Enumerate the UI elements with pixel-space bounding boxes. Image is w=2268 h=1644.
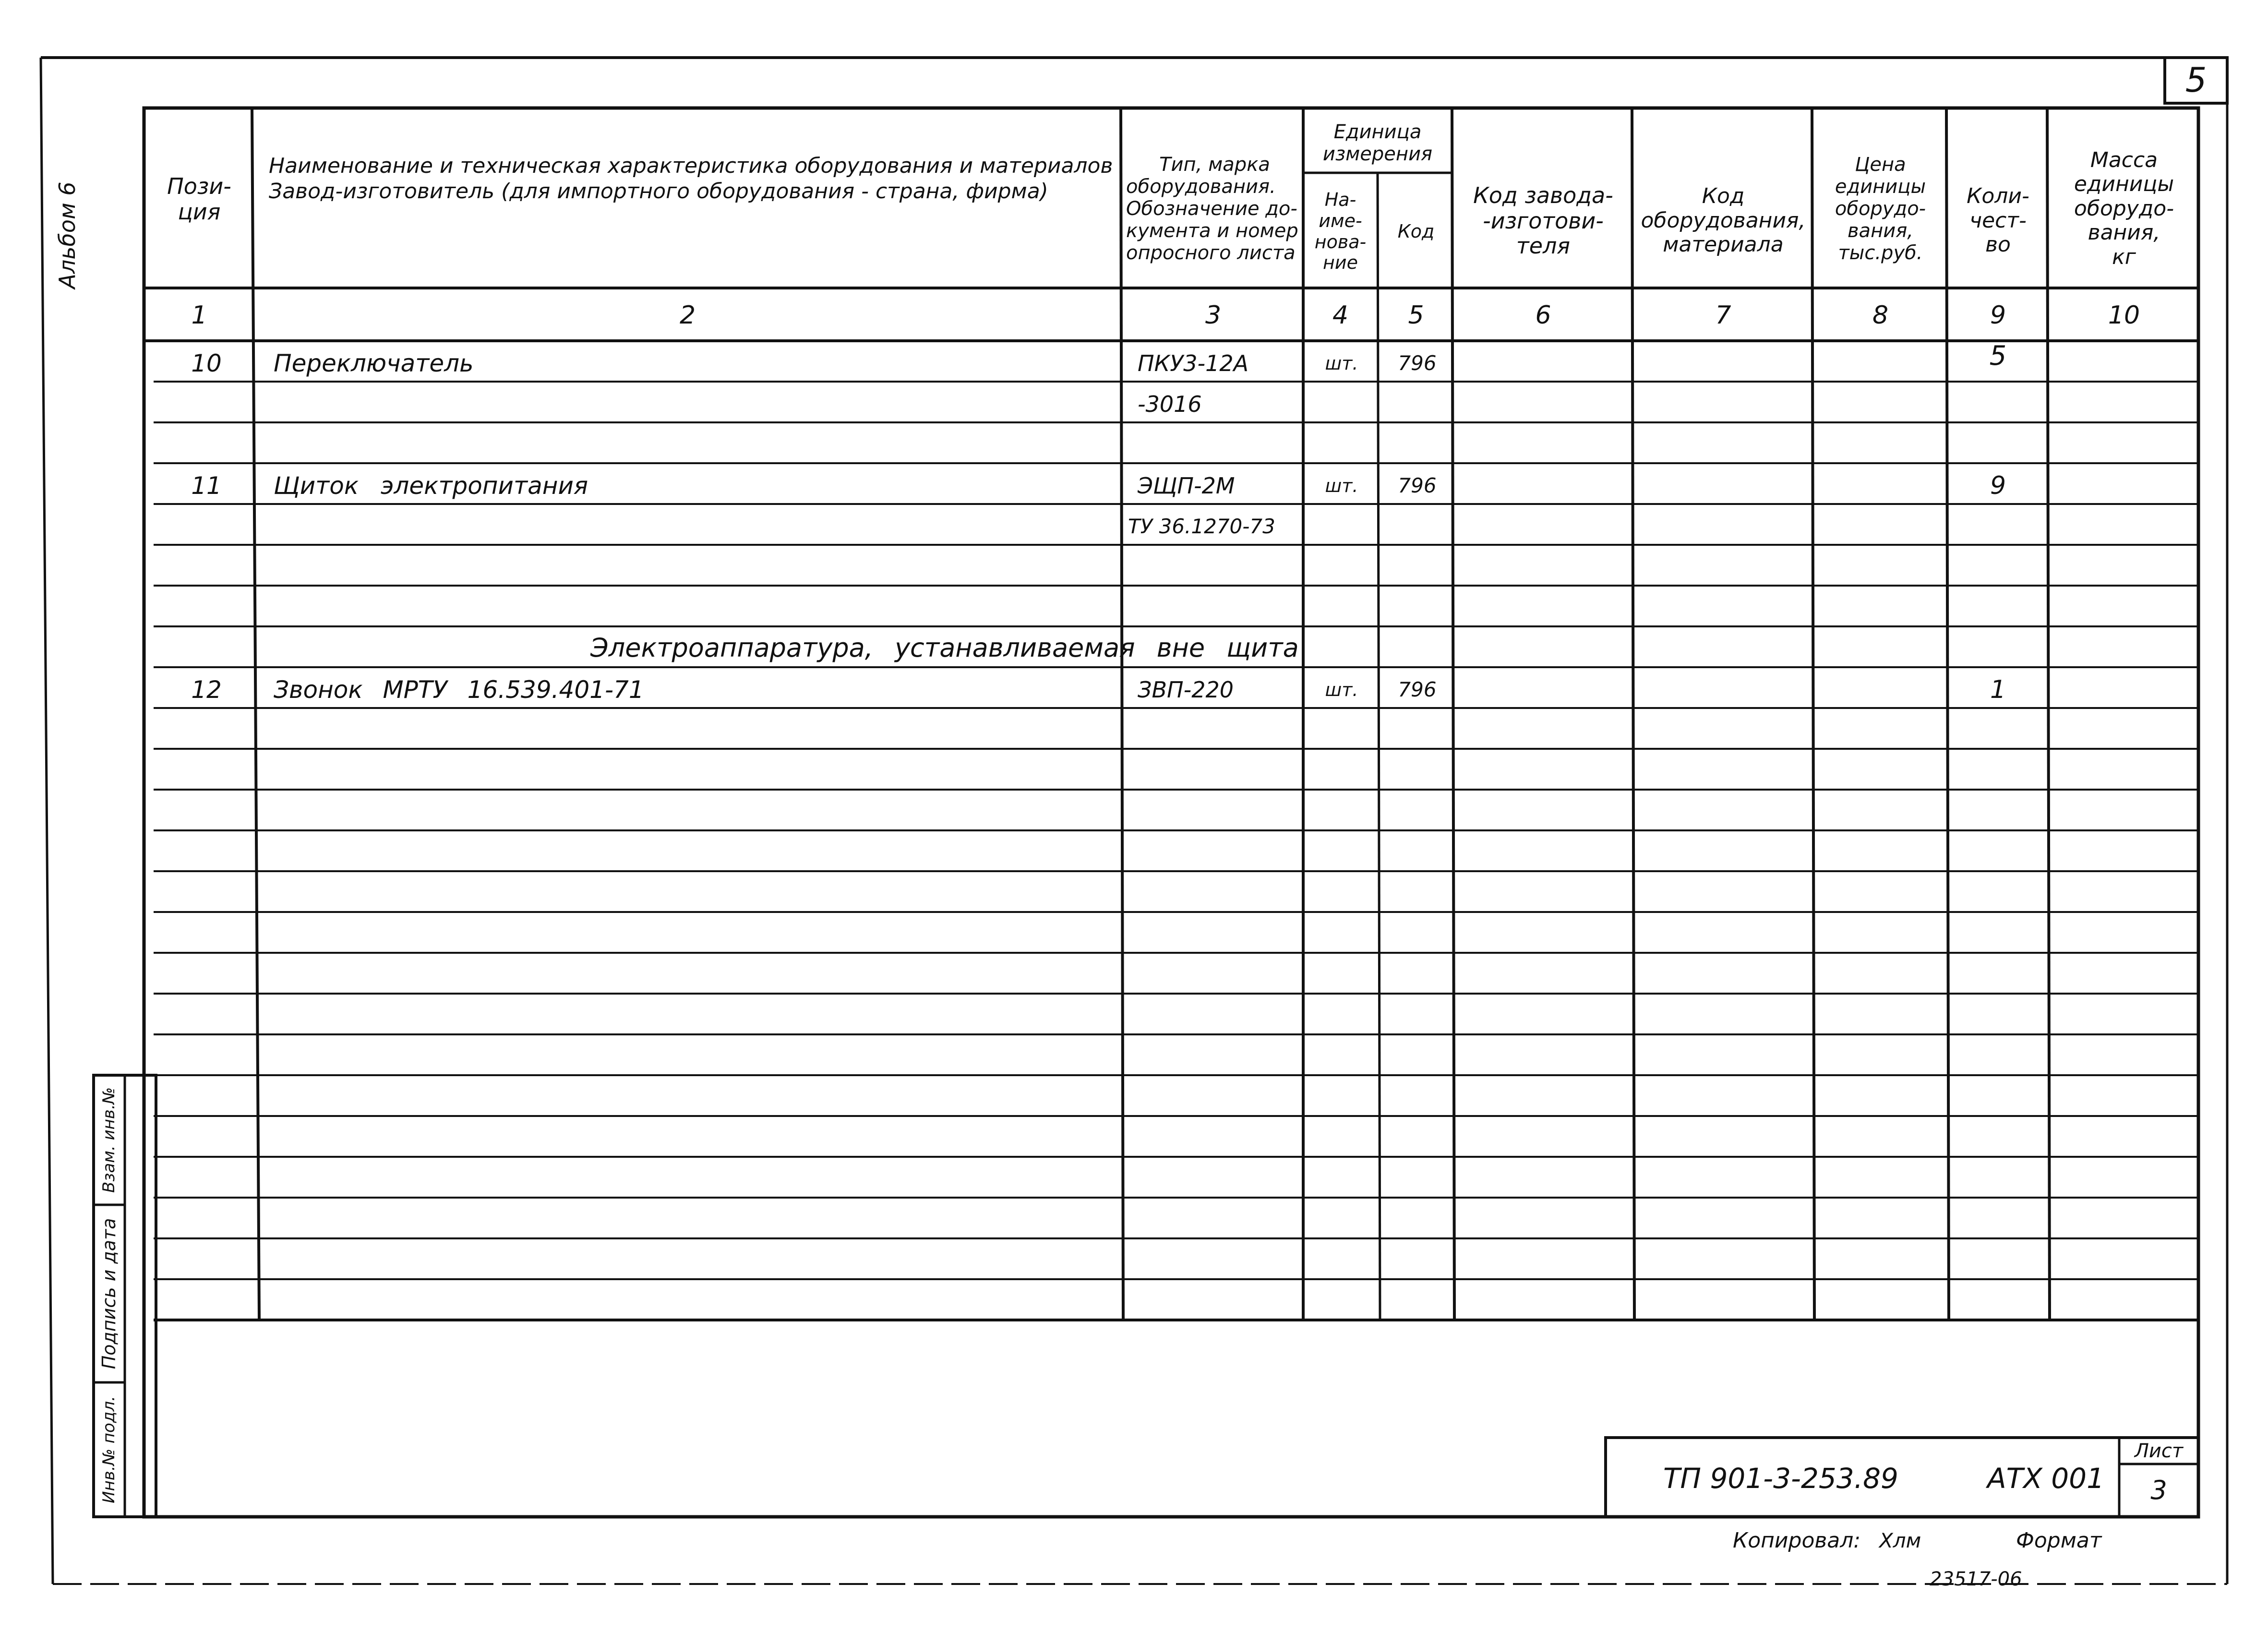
row-position: 12 — [191, 675, 222, 704]
section-title: Электроаппаратура, устанавливаемая вне щита — [590, 632, 1299, 663]
row-name: Щиток электропитания — [274, 471, 588, 500]
stamp-inventory-original: Инв.№ подл. — [99, 1396, 119, 1503]
row-type: -3016 — [1138, 391, 1202, 418]
sheet-number: 3 — [2150, 1475, 2167, 1505]
sheet-code: АТХ 001 — [1987, 1462, 2104, 1495]
copied-by-signature: Хлм — [1879, 1528, 1921, 1552]
row-type: ЭЩП-2М — [1138, 473, 1235, 499]
row-unit: шт. — [1325, 352, 1358, 374]
row-unit: шт. — [1325, 475, 1358, 496]
header-mass: Масса единицы оборудо- вания, кг — [2074, 147, 2174, 269]
column-number: 5 — [1408, 300, 1424, 330]
format-label: Формат — [2016, 1528, 2102, 1553]
row-position: 10 — [191, 349, 222, 377]
row-unit: шт. — [1325, 679, 1358, 700]
stamp-replaced-inventory: Взам. инв.№ — [99, 1087, 119, 1193]
row-type: ПКУ3-12А — [1138, 350, 1249, 377]
column-number: 4 — [1332, 300, 1349, 330]
document-code: ТП 901-3-253.89 — [1663, 1462, 1898, 1495]
page-number: 5 — [2185, 60, 2207, 100]
column-number: 8 — [1872, 300, 1889, 330]
header-unit-price: Цена единицы оборудо- вания, тыс.руб. — [1835, 154, 1926, 264]
header-name: Наименование и техническая характеристика оборудования и материалов Завод-изготовитель (для импортного оборудования - страна, фирма) — [269, 154, 1113, 204]
archive-number: 23517-06 — [1930, 1568, 2022, 1590]
header-quantity: Коли- чест- во — [1967, 184, 2029, 257]
column-number: 2 — [679, 300, 696, 330]
header-unit-name: На- име- нова- ние — [1314, 189, 1367, 274]
row-type: ТУ 36.1270-73 — [1128, 515, 1275, 539]
row-quantity: 1 — [1990, 675, 2006, 704]
column-number: 6 — [1535, 300, 1551, 330]
header-equipment-code: Код оборудования, материала — [1641, 184, 1806, 257]
header-position: Пози- ция — [167, 173, 231, 225]
column-number: 7 — [1715, 300, 1731, 330]
header-factory-code: Код завода- -изготови- теля — [1473, 182, 1613, 259]
copied-by-label: Копировал: — [1733, 1528, 1861, 1553]
row-unit-code: 796 — [1398, 351, 1437, 375]
column-number: 3 — [1205, 300, 1222, 330]
row-quantity: 9 — [1990, 471, 2006, 500]
row-unit-code: 796 — [1398, 474, 1437, 498]
stamp-signature-date: Подпись и дата — [98, 1218, 120, 1369]
row-quantity: 5 — [1989, 340, 2007, 372]
row-unit-code: 796 — [1398, 678, 1437, 702]
album-label: Альбом 6 — [54, 181, 80, 289]
header-type: Тип, марка оборудования. Обозначение до- кумента и номер опросного листа — [1126, 154, 1298, 264]
column-number: 9 — [1990, 300, 2006, 330]
sheet-label: Лист — [2134, 1440, 2184, 1462]
header-unit-code: Код — [1397, 220, 1435, 242]
column-number: 1 — [191, 300, 207, 330]
row-name: Звонок МРТУ 16.539.401-71 — [274, 675, 644, 704]
row-name: Переключатель — [274, 349, 474, 377]
column-number: 10 — [2108, 300, 2140, 330]
row-type: ЗВП-220 — [1138, 677, 1234, 703]
header-unit-group: Единица измерения — [1322, 120, 1433, 165]
row-position: 11 — [191, 471, 222, 500]
